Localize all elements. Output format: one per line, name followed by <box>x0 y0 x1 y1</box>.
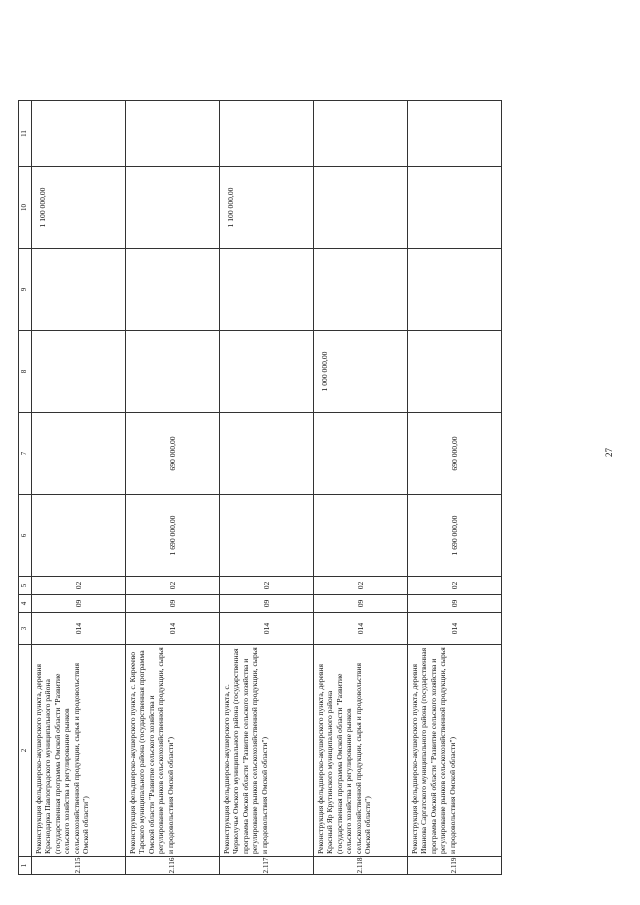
column-number-header <box>19 101 32 875</box>
col-header-10: 10 <box>19 167 32 249</box>
cell-c6: 1 690 000,00 <box>126 495 220 577</box>
cell-c7 <box>314 413 408 495</box>
table-row <box>314 101 408 875</box>
cell-c9 <box>32 249 126 331</box>
table-row <box>32 101 126 875</box>
col-header-8: 8 <box>19 331 32 413</box>
row-number: 2.115 <box>32 857 126 875</box>
cell-c11 <box>126 101 220 167</box>
cell-c9 <box>126 249 220 331</box>
cell-c5: 02 <box>220 577 314 595</box>
cell-c9 <box>314 249 408 331</box>
cell-c4: 09 <box>126 595 220 613</box>
col-header-11: 11 <box>19 101 32 167</box>
row-description: Реконструкция фельдшерско-акушерского пункта, деревня Краснодарка Павлоградского муниципального района (государственная программа Омской области "Развитие сельского хозяйства и регулирование рынков сельскохозяйственной продукции, сырья и продовольствия Омской области") <box>32 645 126 857</box>
col-header-7: 7 <box>19 413 32 495</box>
table-row <box>126 101 220 875</box>
cell-c9 <box>220 249 314 331</box>
col-header-1: 1 <box>19 857 32 875</box>
row-description: Реконструкция фельдшерско-акушерского пункта, с. Чернолучье Омского муниципального района (государственная программа Омской области "Развитие сельского хозяйства и регулирование рынков сельскохозяйственной продукции, сырья и продовольствия Омской области") <box>220 645 314 857</box>
table-row <box>220 101 314 875</box>
col-header-3: 3 <box>19 613 32 645</box>
row-number: 2.116 <box>126 857 220 875</box>
cell-c10 <box>126 167 220 249</box>
cell-c7: 690 000,00 <box>408 413 502 495</box>
cell-c10: 1 100 000,00 <box>32 167 126 249</box>
cell-c8: 1 000 000,00 <box>314 331 408 413</box>
cell-c6 <box>32 495 126 577</box>
cell-c5: 02 <box>314 577 408 595</box>
cell-c9 <box>408 249 502 331</box>
cell-c6: 1 690 000,00 <box>408 495 502 577</box>
cell-c6 <box>314 495 408 577</box>
row-description: Реконструкция фельдшерско-акушерского пункта, с. Кирееево Тарского муниципального района (государственная программа Омской области "Развитие сельского хозяйства и регулирование рынков сельскохозяйственной продукции, сырья и продовольствия Омской области") <box>126 645 220 857</box>
cell-c4: 09 <box>220 595 314 613</box>
cell-c10 <box>314 167 408 249</box>
page-number: 27 <box>604 448 614 457</box>
cell-c11 <box>32 101 126 167</box>
cell-c8 <box>126 331 220 413</box>
cell-c3: 014 <box>126 613 220 645</box>
cell-c5: 02 <box>126 577 220 595</box>
cell-c3: 014 <box>314 613 408 645</box>
cell-c5: 02 <box>408 577 502 595</box>
budget-table <box>18 100 502 875</box>
cell-c3: 014 <box>220 613 314 645</box>
col-header-9: 9 <box>19 249 32 331</box>
cell-c4: 09 <box>32 595 126 613</box>
cell-c8 <box>408 331 502 413</box>
row-description: Реконструкция фельдшерско-акушерского пункта, деревня Красный Яр Крутинского муниципального района (государственная программа Омской области "Развитие сельского хозяйства и регулирование рынков сельскохозяйственной продукции, сырья и продовольствия Омской области") <box>314 645 408 857</box>
cell-c5: 02 <box>32 577 126 595</box>
cell-c7 <box>32 413 126 495</box>
cell-c3: 014 <box>408 613 502 645</box>
cell-c7: 690 000,00 <box>126 413 220 495</box>
cell-c8 <box>32 331 126 413</box>
col-header-6: 6 <box>19 495 32 577</box>
cell-c11 <box>408 101 502 167</box>
table-row <box>408 101 502 875</box>
cell-c10 <box>408 167 502 249</box>
cell-c6 <box>220 495 314 577</box>
cell-c4: 09 <box>314 595 408 613</box>
cell-c4: 09 <box>408 595 502 613</box>
row-number: 2.119 <box>408 857 502 875</box>
cell-c11 <box>314 101 408 167</box>
col-header-5: 5 <box>19 577 32 595</box>
col-header-4: 4 <box>19 595 32 613</box>
row-number: 2.117 <box>220 857 314 875</box>
cell-c3: 014 <box>32 613 126 645</box>
cell-c7 <box>220 413 314 495</box>
cell-c8 <box>220 331 314 413</box>
cell-c10: 1 100 000,00 <box>220 167 314 249</box>
col-header-2: 2 <box>19 645 32 857</box>
row-number: 2.118 <box>314 857 408 875</box>
row-description: Реконструкция фельдшерско-акушерского пункта, деревня Иванова Саргатского муниципального района (государственная программа Омской области "Развитие сельского хозяйства и регулирование рынков сельскохозяйственной продукции, сырья и продовольствия Омской области") <box>408 645 502 857</box>
cell-c11 <box>220 101 314 167</box>
